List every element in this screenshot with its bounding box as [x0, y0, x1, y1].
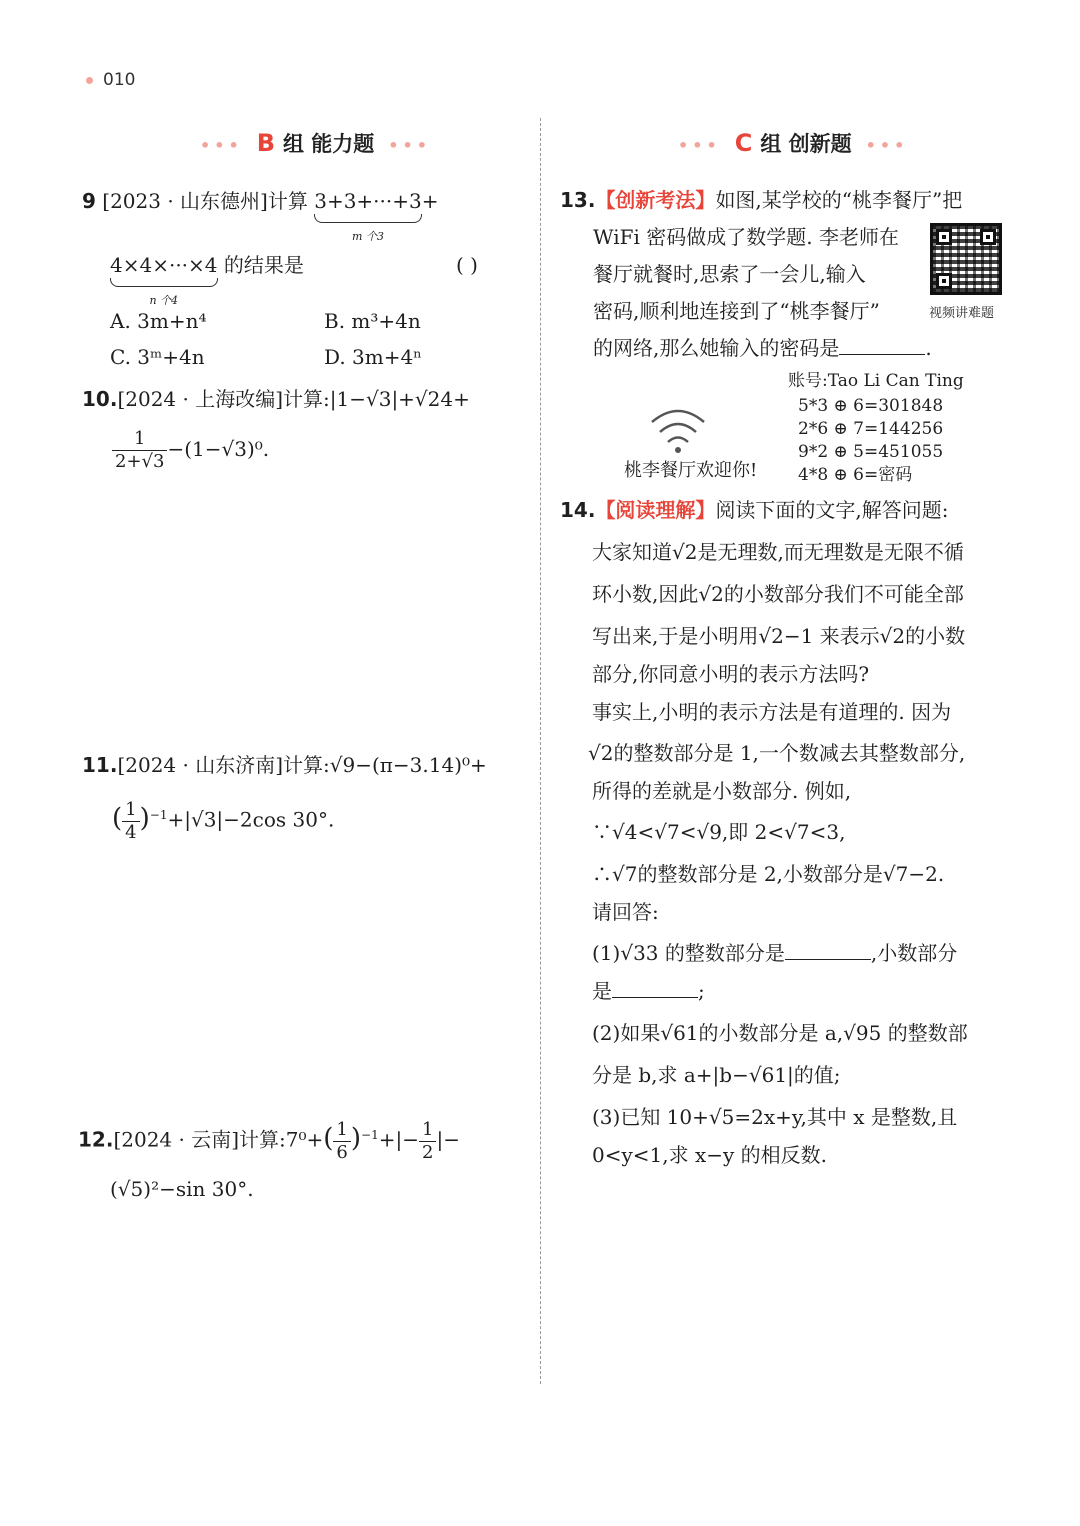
question-9-line-1: 9 [2023 · 山东德州]计算 3+3+···+3 m 个3 + [82, 186, 439, 216]
cipher-line-1: 5*3 ⊕ 6=301848 [798, 396, 944, 416]
column-divider [540, 118, 541, 1384]
question-11-line-2: ( $\frac{1}{4}$ )$^{-1}$+|√3|−2cos 30°. [112, 798, 335, 843]
option-c: C. 3ᵐ+4n [110, 345, 205, 369]
question-9-line-2: 4×4×···×4 n 个4 的结果是 [110, 250, 304, 280]
tag-reading: 【阅读理解】 [595, 498, 716, 522]
wifi-icon [646, 400, 710, 460]
qr-caption: 视频讲难题 [929, 306, 995, 321]
page-number: 010 [86, 70, 135, 90]
cipher-line-3: 9*2 ⊕ 5=451055 [798, 442, 944, 462]
part-3-line-1: (3)已知 10+√5=2x+y,其中 x 是整数,且 [592, 1105, 958, 1129]
question-10-line-1: 10.[2024 · 上海改编]计算:|1−√3|+√24+ [82, 387, 470, 411]
passage-line: 部分,你同意小明的表示方法吗? [592, 662, 870, 686]
fraction: $\frac{1}{2+√3}$ [112, 428, 167, 473]
question-13-line-4: 密码,顺利地连接到了“桃李餐厅” [593, 299, 880, 323]
answer-blank [839, 334, 925, 355]
decor-dots-icon: ••• [865, 135, 909, 155]
option-b: B. m³+4n [324, 309, 421, 333]
section-header-c: ••• C 组 创新题 ••• [678, 129, 909, 157]
section-header-b: ••• B 组 能力题 ••• [200, 129, 431, 157]
part-1-line-1: (1)√33 的整数部分是 ,小数部分 [592, 941, 958, 965]
part-1-line-2: 是 ; [592, 979, 705, 1003]
tag-innovation: 【创新考法】 [595, 188, 716, 212]
part-2-line-2: 分是 b,求 a+|b−√61|的值; [592, 1063, 841, 1087]
passage-line: 大家知道√2是无理数,而无理数是无限不循 [592, 540, 964, 564]
wifi-caption: 桃李餐厅欢迎你! [624, 460, 758, 481]
underbrace-m: 3+3+···+3 m 个3 [314, 189, 422, 243]
passage-line: 写出来,于是小明用√2−1 来表示√2的小数 [592, 624, 966, 648]
passage-line: 请回答: [592, 900, 659, 924]
question-14-line-1: 14.【阅读理解】阅读下面的文字,解答问题: [560, 498, 949, 522]
option-d: D. 3m+4ⁿ [324, 345, 422, 369]
question-13-line-2: WiFi 密码做成了数学题. 李老师在 [593, 225, 899, 249]
part-3-line-2: 0<y<1,求 x−y 的相反数. [592, 1143, 828, 1167]
bullet-dot-icon [86, 77, 93, 84]
question-11-line-1: 11.[2024 · 山东济南]计算:√9−(π−3.14)⁰+ [82, 753, 487, 777]
fraction: $\frac{1}{2}$ [419, 1119, 436, 1164]
passage-line: √2的整数部分是 1,一个数减去其整数部分, [588, 741, 966, 765]
passage-line: 事实上,小明的表示方法是有道理的. 因为 [592, 700, 952, 724]
decor-dots-icon: ••• [678, 135, 721, 155]
qr-code-icon[interactable] [930, 223, 1002, 295]
answer-blank [785, 939, 871, 960]
account-label: 账号:Tao Li Can Ting [788, 371, 964, 391]
option-a: A. 3m+n⁴ [110, 309, 207, 333]
passage-line: 所得的差就是小数部分. 例如, [592, 779, 852, 803]
question-13-line-5: 的网络,那么她输入的密码是 . [593, 336, 932, 360]
fraction: $\frac{1}{6}$ [333, 1119, 350, 1164]
answer-paren: ( ) [456, 253, 478, 277]
cipher-line-4: 4*8 ⊕ 6=密码 [798, 465, 913, 485]
fraction: $\frac{1}{4}$ [122, 799, 139, 844]
passage-line: 环小数,因此√2的小数部分我们不可能全部 [592, 582, 964, 606]
cipher-line-2: 2*6 ⊕ 7=144256 [798, 419, 944, 439]
question-13-line-3: 餐厅就餐时,思索了一会儿,输入 [593, 262, 866, 286]
question-10-line-2: $\frac{1}{2+√3}$ −(1−√3)⁰. [112, 424, 269, 474]
question-12-line-1: 12.[2024 · 云南]计算:7⁰+( $\frac{1}{6}$ )$^{-1}$+|− $\frac{1}{2}$ |− [78, 1118, 460, 1163]
decor-dots-icon: ••• [388, 135, 431, 155]
passage-line: ∴√7的整数部分是 2,小数部分是√7−2. [592, 862, 945, 886]
decor-dots-icon: ••• [200, 135, 243, 155]
underbrace-n: 4×4×···×4 n 个4 [110, 253, 218, 307]
question-13-line-1: 13.【创新考法】如图,某学校的“桃李餐厅”把 [560, 188, 963, 212]
answer-blank [612, 977, 698, 998]
passage-line: ∵√4<√7<√9,即 2<√7<3, [592, 820, 846, 844]
part-2-line-1: (2)如果√61的小数部分是 a,√95 的整数部 [592, 1021, 968, 1045]
question-12-line-2: (√5)²−sin 30°. [110, 1177, 254, 1201]
